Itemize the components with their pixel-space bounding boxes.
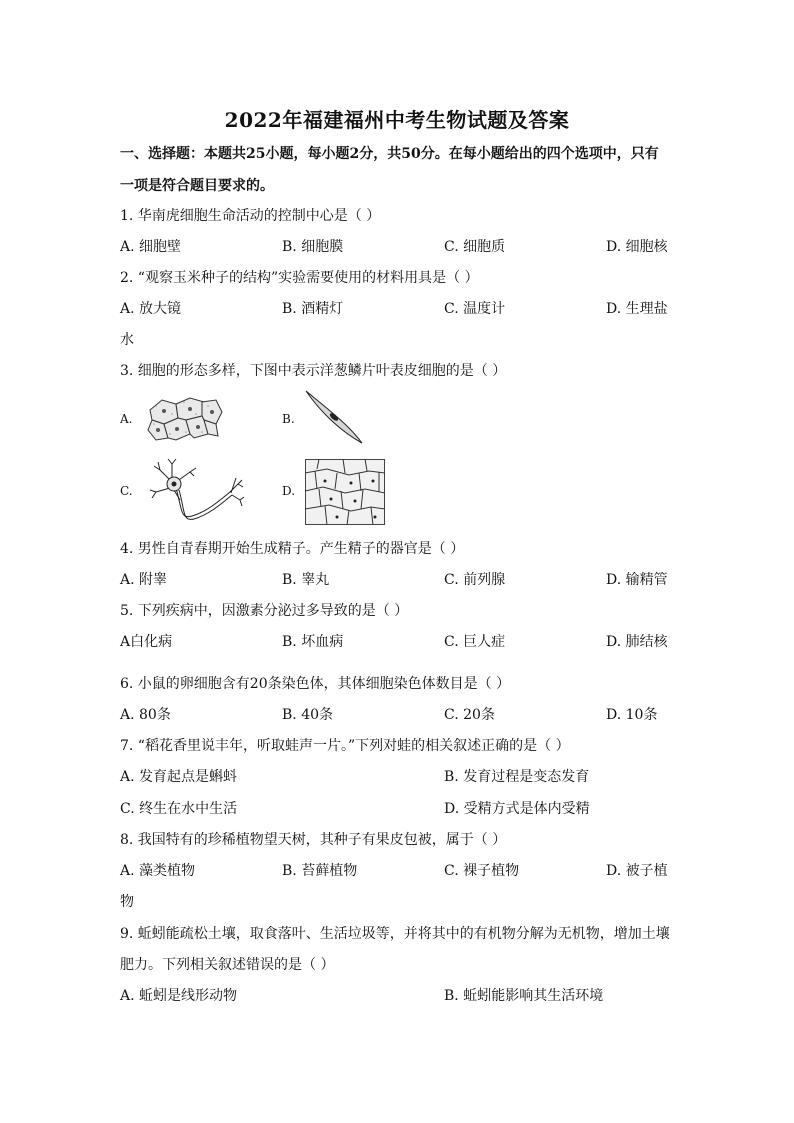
cell-image-a	[146, 396, 224, 442]
cell-image-d	[305, 459, 385, 525]
q5-option-c: C. 巨人症	[444, 634, 506, 650]
section-heading-line1: 一、选择题：本题共25小题，每小题2分，共50分。在每小题给出的四个选项中，只有	[120, 146, 659, 162]
q6-option-c: C. 20条	[444, 707, 495, 723]
q3-option-c: C.	[120, 484, 133, 498]
question-1-stem: 1. 华南虎细胞生命活动的控制中心是（ ）	[120, 208, 381, 224]
page-title: 2022年福建福州中考生物试题及答案	[224, 108, 570, 132]
q8-option-c: C. 裸子植物	[444, 863, 520, 879]
q5-option-b: B. 坏血病	[282, 634, 344, 650]
q9-option-a: A. 蚯蚓是线形动物	[120, 988, 238, 1004]
q1-option-b: B. 细胞膜	[282, 239, 344, 255]
q7-option-d: D. 受精方式是体内受精	[444, 801, 590, 817]
question-7-stem: 7. “稻花香里说丰年，听取蛙声一片。”下列对蛙的相关叙述正确的是（ ）	[120, 738, 570, 754]
q8-option-d-wrap: 物	[120, 894, 134, 910]
q1-option-c: C. 细胞质	[444, 239, 506, 255]
cell-image-b	[302, 388, 366, 446]
question-9-stem-line2: 肥力。下列相关叙述错误的是（ ）	[120, 957, 335, 973]
question-9-stem: 9. 蚯蚓能疏松土壤，取食落叶、生活垃圾等，并将其中的有机物分解为无机物，增加土壤	[120, 926, 670, 942]
q7-option-a: A. 发育起点是蝌蚪	[120, 769, 238, 785]
q4-option-b: B. 睾丸	[282, 572, 330, 588]
q2-option-b: B. 酒精灯	[282, 301, 344, 317]
q6-option-a: A. 80条	[120, 707, 171, 723]
q6-option-b: B. 40条	[282, 707, 334, 723]
q8-option-d: D. 被子植	[606, 863, 668, 879]
q3-option-a: A.	[120, 412, 133, 426]
q2-option-d-wrap: 水	[120, 332, 134, 348]
q4-option-c: C. 前列腺	[444, 572, 506, 588]
cell-image-c	[146, 456, 246, 526]
q3-option-d: D.	[282, 484, 296, 498]
question-2-stem: 2. “观察玉米种子的结构”实验需要使用的材料用具是（ ）	[120, 270, 479, 286]
q8-option-a: A. 藻类植物	[120, 863, 196, 879]
question-5-stem: 5. 下列疾病中，因激素分泌过多导致的是（ ）	[120, 603, 409, 619]
q1-option-d: D. 细胞核	[606, 239, 668, 255]
q6-option-d: D. 10条	[606, 707, 658, 723]
q2-option-d: D. 生理盐	[606, 301, 668, 317]
q2-option-c: C. 温度计	[444, 301, 506, 317]
q5-option-d: D. 肺结核	[606, 634, 668, 650]
question-3-stem: 3. 细胞的形态多样，下图中表示洋葱鳞片叶表皮细胞的是（ ）	[120, 363, 507, 379]
q7-option-b: B. 发育过程是变态发育	[444, 769, 590, 785]
q5-option-a: A白化病	[120, 634, 173, 650]
q1-option-a: A. 细胞壁	[120, 239, 182, 255]
question-8-stem: 8. 我国特有的珍稀植物望天树，其种子有果皮包被，属于（ ）	[120, 832, 507, 848]
question-4-stem: 4. 男性自青春期开始生成精子。产生精子的器官是（ ）	[120, 541, 465, 557]
q4-option-d: D. 输精管	[606, 572, 668, 588]
q7-option-c: C. 终生在水中生活	[120, 801, 238, 817]
q3-option-b: B.	[282, 412, 295, 426]
q9-option-b: B. 蚯蚓能影响其生活环境	[444, 988, 604, 1004]
q2-option-a: A. 放大镜	[120, 301, 182, 317]
q4-option-a: A. 附睾	[120, 572, 168, 588]
question-6-stem: 6. 小鼠的卵细胞含有20条染色体，其体细胞染色体数目是（ ）	[120, 676, 511, 692]
section-heading-line2: 一项是符合题目要求的。	[120, 178, 274, 194]
q8-option-b: B. 苔藓植物	[282, 863, 358, 879]
